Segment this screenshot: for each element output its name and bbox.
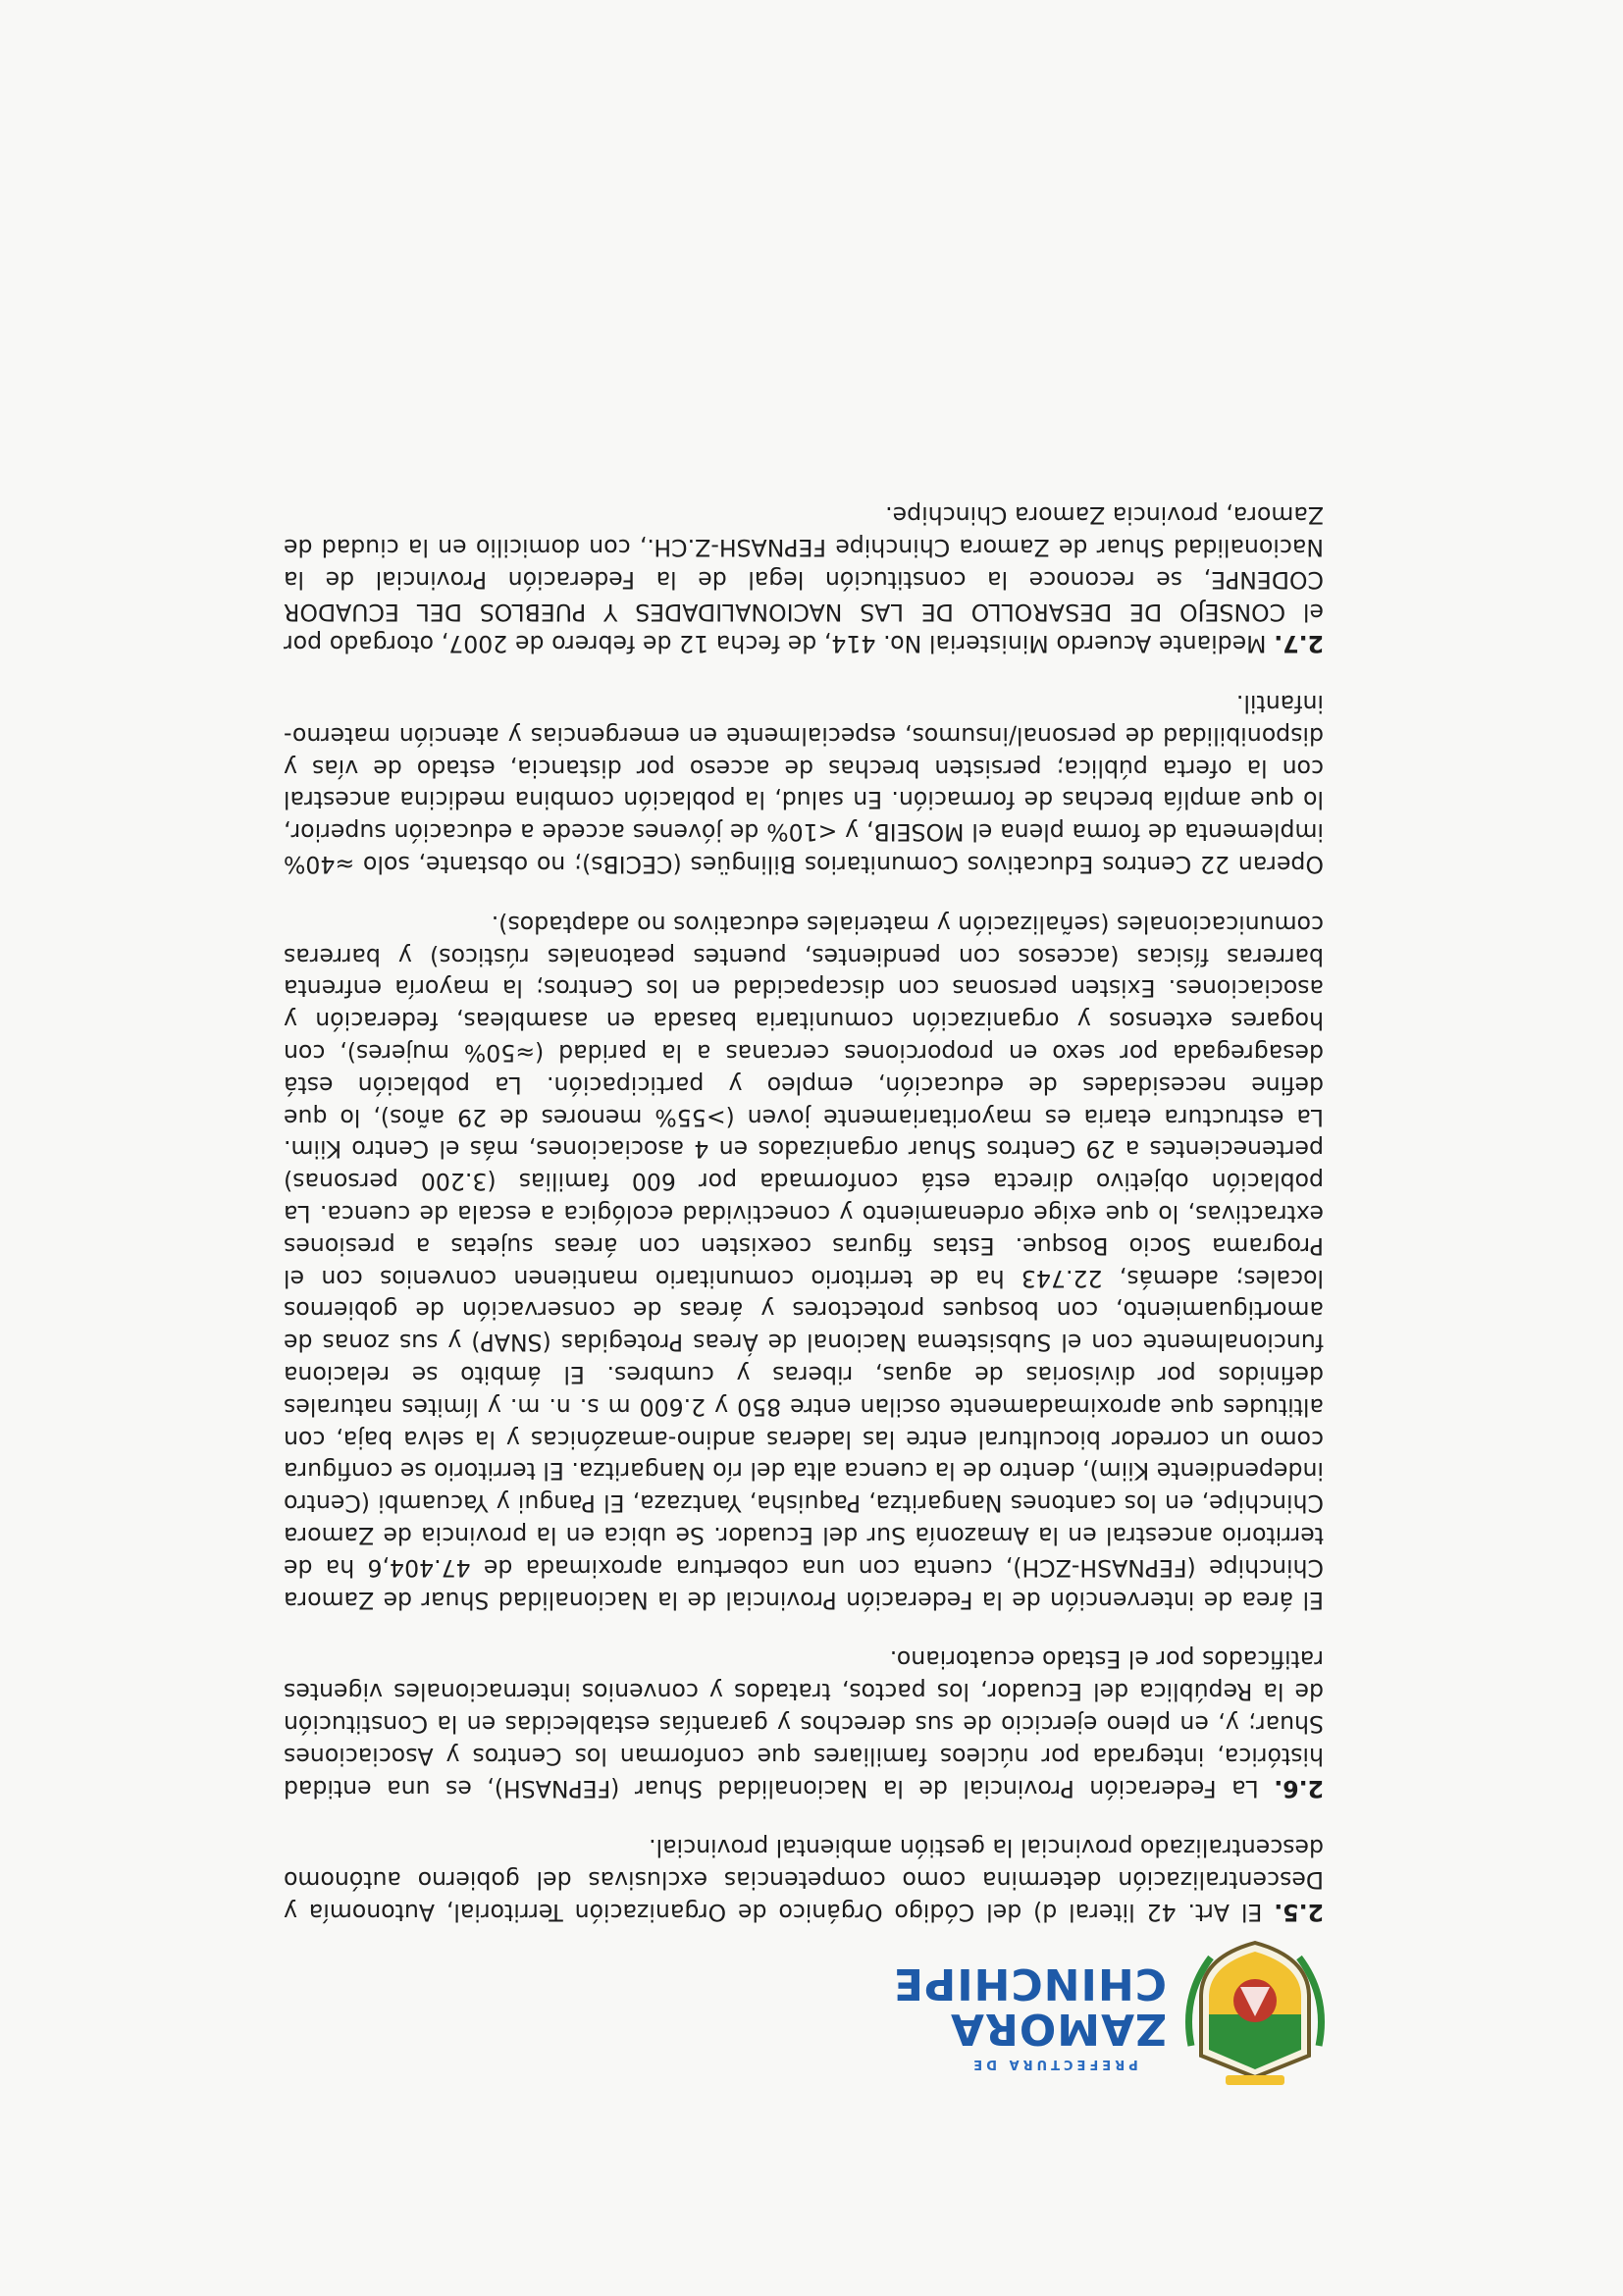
- paragraph-education-health: [284, 687, 1324, 880]
- paragraph-2-6: [284, 1644, 1324, 1804]
- paragraph-number: 2.6.: [1274, 1774, 1324, 1802]
- prefecture-seal-icon: [1181, 1938, 1329, 2085]
- document-body: [284, 498, 1324, 1928]
- paragraph-2-7: [284, 498, 1324, 659]
- paragraph-text: El área de intervención de la Federación Provincial de la Nacionalidad Shuar de Zamora Chinchipe (FEPNASH-ZCH), cuenta con una cobertura aproximada de 47.404,6 ha de territorio ancestral en la Amazonía Sur del Ecuador. Se ubica en la provincia de Zamora Chinchipe, en los cantones Nangaritza, Paquisha, Yantzaza, El Pangui y Yacuambi (Centro independiente Kiim), dentro de la cuenca alta del río Nangaritza. El territorio se configura como un corredor biocultural entre las laderas andino-amazónicas y la selva baja, con altitudes que aproximadamente oscilan entre 850 y 2.600 m s. n. m. y límites naturales definidos por divisorias de aguas, riberas y cumbres. El ámbito se relaciona funcionalmente con el Subsistema Nacional de Áreas Protegidas (SNAP) y sus zonas de amortiguamiento, con bosques protectores y áreas de conservación de gobiernos locales; además, 22.743 ha de territorio comunitario mantienen convenios con el Programa Socio Bosque. Estas figuras coexisten con áreas sujetas a presiones extractivas, lo que exige ordenamiento y conectividad ecológica a escala de cuenca. La población objetivo directa está conformada por 600 familias (3.200 personas) pertenecientes a 29 Centros Shuar organizados en 4 asociaciones, más el Centro Kiim. La estructura etaria es mayoritariamente joven (>55% menores de 29 años), lo que define necesidades de educación, empleo y participación. La población está desagregada por sexo en proporciones cercanas a la paridad (≈50% mujeres), con hogares extensos y organización comunitaria basada en asambleas, federación y asociaciones. Existen personas con discapacidad en los Centros; la mayoría enfrenta barreras físicas (accesos con pendientes, puentes peatonales rústicos) y barreras comunicacionales (señalización y materiales educativos no adaptados).: [284, 910, 1324, 1614]
- brand-line-2: CHINCHIPE: [892, 1958, 1167, 2009]
- prefecture-brand: [872, 1944, 1167, 2071]
- brand-prefix: PREFECTURA DE: [969, 2057, 1138, 2071]
- paragraph-number: 2.5.: [1274, 1899, 1324, 1926]
- paragraph-text: Operan 22 Centros Educativos Comunitarios Bilingües (CECIBs); no obstante, solo ≈40% implementa de forma plena el MOSEIB, y <10% de jóvenes accede a educación superior, lo que amplía brechas de formación. En salud, la población combina medicina ancestral con la oferta pública; persisten brechas de acceso por distancia, estado de vías y disponibilidad de personal/insumos, especialmente en emergencias y atención materno-infantil.: [284, 690, 1324, 879]
- paragraph-number: 2.7.: [1274, 630, 1324, 658]
- paragraph-text: Mediante Acuerdo Ministerial No. 414, de fecha 12 de febrero de 2007, otorgado por el CONSEJO DE DESAROLLO DE LAS NACIONALIDADES Y PUEBLOS DEL ECUADOR CODENPE, se reconoce la constitución legal de la Federación Provincial de la Nacionalidad Shuar de Zamora Chinchipe FEPNASH-Z.CH., con domicilio en la ciudad de Zamora, provincia Zamora Chinchipe.: [284, 501, 1324, 658]
- paragraph-intervention-area: [284, 908, 1324, 1616]
- page-header: [249, 1928, 1329, 2085]
- paragraph-text: La Federación Provincial de la Nacionalidad Shuar (FEPNASH), es una entidad histórica, integrada por núcleos familiares que conforman los Centros y Asociaciones Shuar; y, en pleno ejercicio de sus derechos y garantías establecidas en la Constitución de la República del Ecuador, los pactos, tratados y convenios internacionales vigentes ratificados por el Estado ecuatoriano.: [284, 1645, 1324, 1802]
- paragraph-text: El Art. 42 literal d) del Código Orgánico de Organización Territorial, Autonomía y Descentralización determina como competencias exclusivas del gobierno autónomo descentralizado provincial la gestión ambiental provincial.: [283, 1834, 1324, 1926]
- brand-line-1: ZAMORA: [949, 2004, 1167, 2054]
- paragraph-2-5: [284, 1832, 1324, 1928]
